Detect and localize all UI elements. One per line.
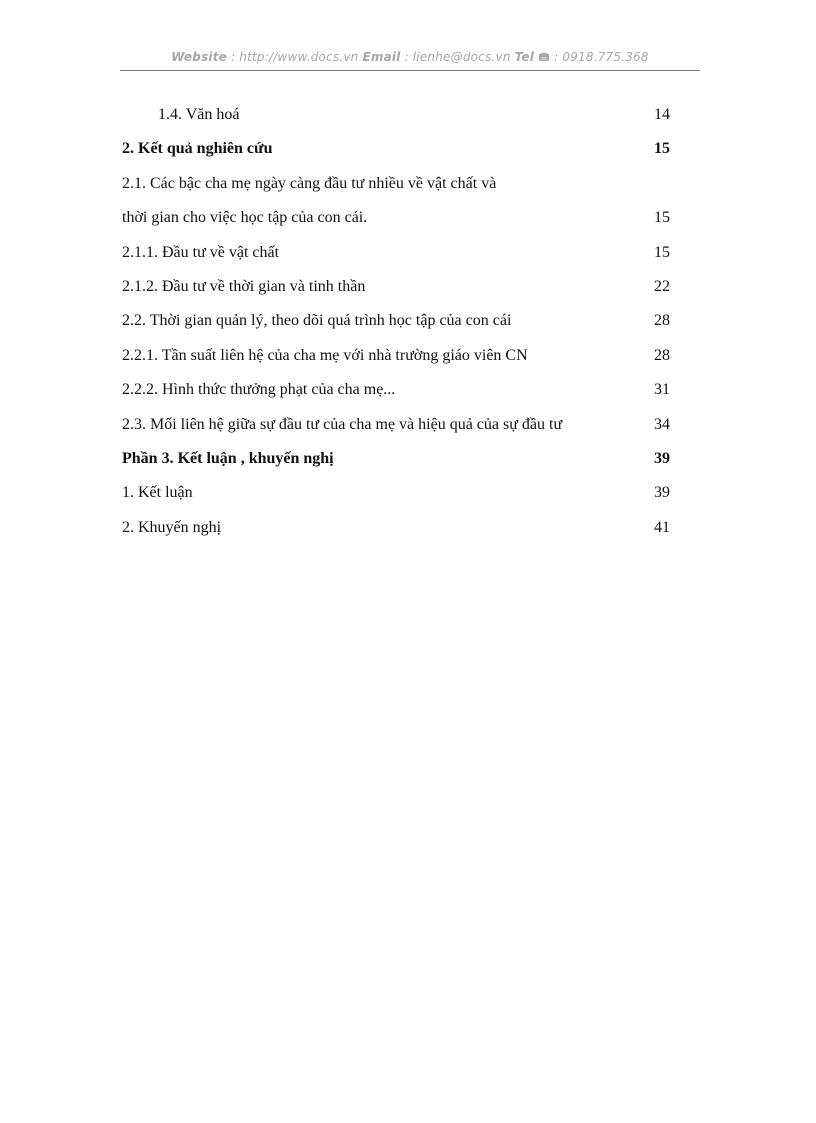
toc-entry-page: 15 bbox=[654, 243, 670, 261]
toc-entry-title: 1.4. Văn hoá bbox=[158, 106, 240, 123]
toc-entry-page: 14 bbox=[654, 106, 670, 123]
toc-entry-page: 31 bbox=[654, 381, 670, 399]
toc-entry bbox=[122, 236, 670, 270]
toc-entry bbox=[122, 408, 670, 442]
toc-entry-page: 34 bbox=[654, 415, 670, 433]
tel-value: : 0918.775.368 bbox=[550, 50, 649, 64]
toc-entry-page: 15 bbox=[654, 140, 670, 158]
toc-entry-page: 28 bbox=[654, 346, 670, 364]
toc-entry bbox=[122, 98, 670, 132]
toc-entry bbox=[122, 201, 670, 235]
toc-entry-page: 39 bbox=[654, 484, 670, 502]
toc-entry bbox=[122, 373, 670, 407]
toc-entry-page: 41 bbox=[654, 518, 670, 536]
toc-entry bbox=[122, 339, 670, 373]
toc-entry-title: 2.2.1. Tần suất liên hệ của cha mẹ với nhà trường giáo viên CN bbox=[122, 346, 528, 364]
toc-entry-page: 22 bbox=[654, 277, 670, 295]
toc-entry bbox=[122, 132, 670, 166]
email-value: : lienhe@docs.vn bbox=[400, 50, 515, 64]
website-label: Website bbox=[171, 50, 227, 64]
website-value: : http://www.docs.vn bbox=[227, 50, 363, 64]
toc-entry bbox=[122, 476, 670, 510]
toc-entry-title: 2.3. Mối liên hệ giữa sự đầu tư của cha mẹ và hiệu quả của sự đầu tư bbox=[122, 415, 563, 433]
toc-entry-page: 15 bbox=[654, 209, 670, 227]
toc-entry bbox=[122, 442, 670, 476]
toc-entry-title: Phần 3. Kết luận , khuyến nghị bbox=[122, 449, 334, 467]
toc-entry-title: 2.2.2. Hình thức thưởng phạt của cha mẹ... bbox=[122, 381, 396, 399]
email-label: Email bbox=[362, 50, 401, 64]
toc-entry-title: 2.1.1. Đầu tư về vật chất bbox=[122, 243, 280, 261]
table-of-contents bbox=[122, 98, 670, 545]
phone-icon bbox=[538, 51, 550, 62]
tel-label: Tel bbox=[514, 50, 535, 64]
toc-entry bbox=[122, 270, 670, 304]
toc-entry-title: 2.2. Thời gian quản lý, theo dõi quá trình học tập của con cái bbox=[122, 312, 512, 330]
header-divider bbox=[120, 70, 700, 71]
toc-entry bbox=[122, 167, 670, 201]
toc-entry-title: 2.1. Các bậc cha mẹ ngày càng đầu tư nhiều về vật chất và bbox=[122, 174, 497, 192]
toc-entry-page: 39 bbox=[654, 449, 670, 467]
toc-entry bbox=[122, 511, 670, 545]
toc-entry-title: 2. Kết quả nghiên cứu bbox=[122, 140, 273, 158]
toc-entry-page: 28 bbox=[654, 312, 670, 330]
page-header bbox=[120, 50, 700, 64]
toc-entry-title: 2.1.2. Đầu tư về thời gian và tinh thần bbox=[122, 277, 366, 295]
toc-entry-title: 2. Khuyến nghị bbox=[122, 518, 222, 536]
toc-entry bbox=[122, 304, 670, 338]
toc-entry-title: thời gian cho việc học tập của con cái. bbox=[122, 209, 368, 227]
toc-entry-title: 1. Kết luận bbox=[122, 484, 193, 502]
